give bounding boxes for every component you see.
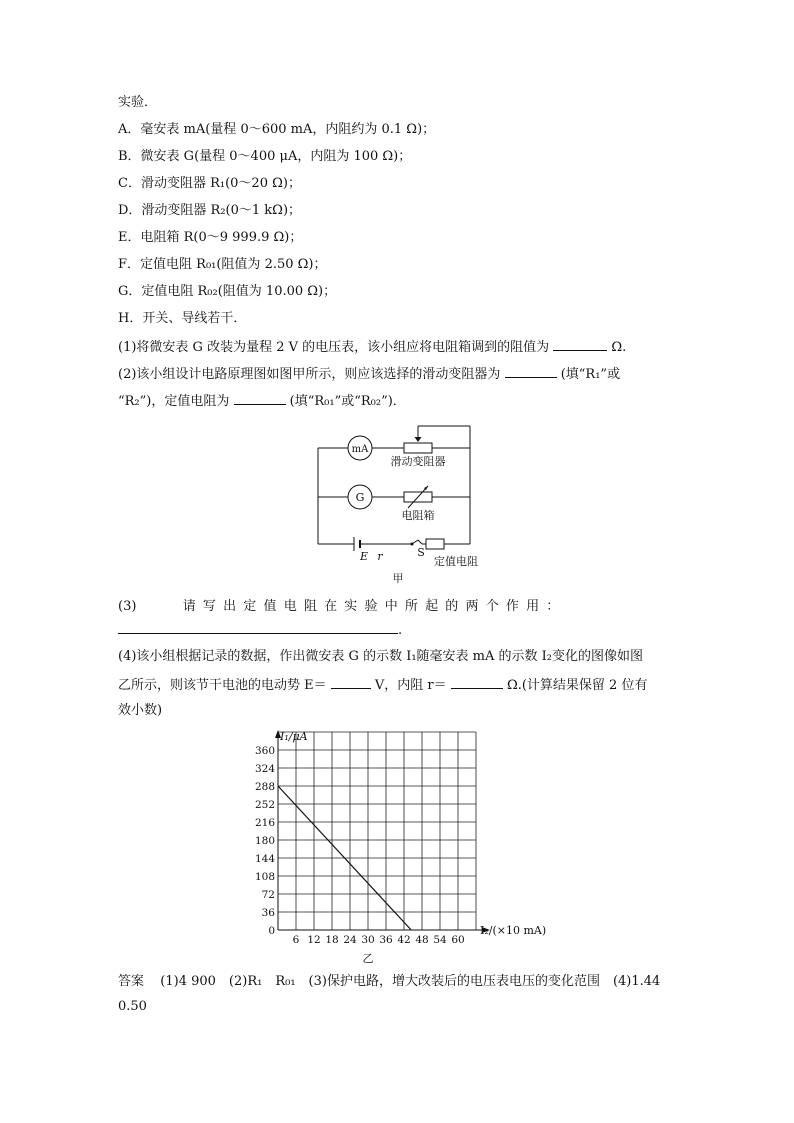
option-g: G．定值电阻 R₀₂(阻值为 10.00 Ω)； <box>118 284 337 299</box>
y-tick-label: 36 <box>261 907 275 919</box>
x-tick-label: 36 <box>379 934 393 946</box>
y-tick-label: 108 <box>254 871 275 883</box>
x-tick-label: 30 <box>361 934 375 946</box>
question-2-line-1 <box>118 364 620 384</box>
x-tick-label: 24 <box>343 934 357 946</box>
question-1-unit: Ω. <box>611 340 627 355</box>
svg-text:mA: mA <box>351 444 369 455</box>
y-tick-label: 72 <box>261 889 275 901</box>
question-4-line-1: (4)该小组根据记录的数据，作出微安表 G 的示数 I₁随毫安表 mA 的示数 I₂变化的图像如图 <box>118 649 644 664</box>
question-3-number: (3) <box>118 599 137 614</box>
x-tick-label: 54 <box>433 934 447 946</box>
fixed-resistor-icon <box>426 539 444 549</box>
internal-resistance-label: r <box>377 550 383 563</box>
y-tick-label: 288 <box>254 781 275 793</box>
fixed-resistor-label: 定值电阻 <box>434 555 478 568</box>
resistance-box-icon <box>404 486 432 508</box>
battery-icon <box>354 537 360 551</box>
y-tick-label: 324 <box>254 763 275 775</box>
question-2-text-d: (填“R₀₁”或“R₀₂”)． <box>289 394 406 409</box>
option-a: A．毫安表 mA(量程 0～600 mA，内阻约为 0.1 Ω)； <box>118 122 436 137</box>
switch-label: S <box>417 546 425 559</box>
x-tick-label: 48 <box>415 934 429 946</box>
chart <box>240 722 560 970</box>
option-e: E．电阻箱 R(0～9 999.9 Ω)； <box>118 230 303 245</box>
question-2-line-2 <box>118 391 406 411</box>
answer-blank-5[interactable] <box>331 675 371 689</box>
resistance-box-label: 电阻箱 <box>401 509 435 522</box>
question-4-text-a: 乙所示，则该节干电池的电动势 E＝ <box>118 678 327 693</box>
chart-y-axis-label: I₁/μA <box>280 730 308 743</box>
y-tick-label: 180 <box>254 835 275 847</box>
answer-blank-2[interactable] <box>505 364 557 378</box>
option-d: D．滑动变阻器 R₂(0～1 kΩ)； <box>118 203 302 218</box>
x-tick-label: 60 <box>451 934 465 946</box>
option-f: F．定值电阻 R₀₁(阻值为 2.50 Ω)； <box>118 257 327 272</box>
figure-caption-jia: 甲 <box>392 572 404 585</box>
y-tick-label: 144 <box>254 853 275 865</box>
question-1 <box>118 337 626 357</box>
x-tick-label: 12 <box>307 934 321 946</box>
option-b: B．微安表 G(量程 0～400 μA，内阻为 100 Ω)； <box>118 149 412 164</box>
chart-grid <box>278 732 476 930</box>
question-4-line-2 <box>118 675 647 695</box>
question-2-text-a: (2)该小组设计电路原理图如图甲所示，则应该选择的滑动变阻器为 <box>118 367 501 382</box>
x-tick-label: 42 <box>397 934 411 946</box>
option-h: H．开关、导线若干． <box>118 311 247 326</box>
emf-label: E <box>359 550 369 563</box>
y-tick-label: 252 <box>254 799 275 811</box>
slide-rheostat-label: 滑动变阻器 <box>390 455 446 468</box>
answer-label: 答案 <box>118 974 145 989</box>
question-2-text-c: “R₂”)，定值电阻为 <box>118 394 230 409</box>
answer-blank-4[interactable] <box>118 620 398 634</box>
question-3 <box>118 598 567 616</box>
answer-line-1 <box>118 973 660 991</box>
answer-blank-1[interactable] <box>553 337 607 351</box>
switch-icon[interactable] <box>411 540 419 546</box>
microammeter-icon <box>348 485 372 509</box>
chart-caption: 乙 <box>362 952 374 965</box>
sliding-rheostat-icon <box>404 437 432 453</box>
question-4-text-b: V，内阻 r＝ <box>374 678 447 693</box>
question-1-text: (1)将微安表 G 改装为量程 2 V 的电压表，该小组应将电阻箱调到的阻值为 <box>118 340 550 355</box>
question-4-line-3: 效小数) <box>118 703 163 718</box>
answer-text: (1)4 900 (2)R₁ R₀₁ (3)保护电路，增大改装后的电压表电压的变化范围 (4)1.44 <box>160 974 661 989</box>
answer-line-2: 0.50 <box>118 999 147 1014</box>
y-tick-label: 216 <box>254 817 275 829</box>
chart-x-axis-label: I₂/(×10 mA) <box>480 924 547 937</box>
question-2-text-b: (填“R₁”或 <box>560 367 621 382</box>
y-tick-label: 0 <box>268 925 275 937</box>
x-tick-label: 6 <box>292 934 300 946</box>
question-3-text: 请写出定值电阻在实验中所起的两个作用： <box>182 599 567 614</box>
milliammeter-icon <box>348 436 372 460</box>
x-tick-label: 18 <box>325 934 339 946</box>
svg-text:G: G <box>355 491 365 504</box>
intro-text: 实验． <box>118 95 158 110</box>
question-4-text-c: Ω.(计算结果保留 2 位有 <box>506 678 648 693</box>
option-c: C．滑动变阻器 R₁(0～20 Ω)； <box>118 176 301 191</box>
answer-blank-6[interactable] <box>451 675 503 689</box>
circuit-diagram <box>300 418 490 588</box>
question-3-answer-line: . <box>118 620 402 640</box>
y-tick-label: 360 <box>254 745 275 757</box>
answer-blank-3[interactable] <box>234 391 286 405</box>
